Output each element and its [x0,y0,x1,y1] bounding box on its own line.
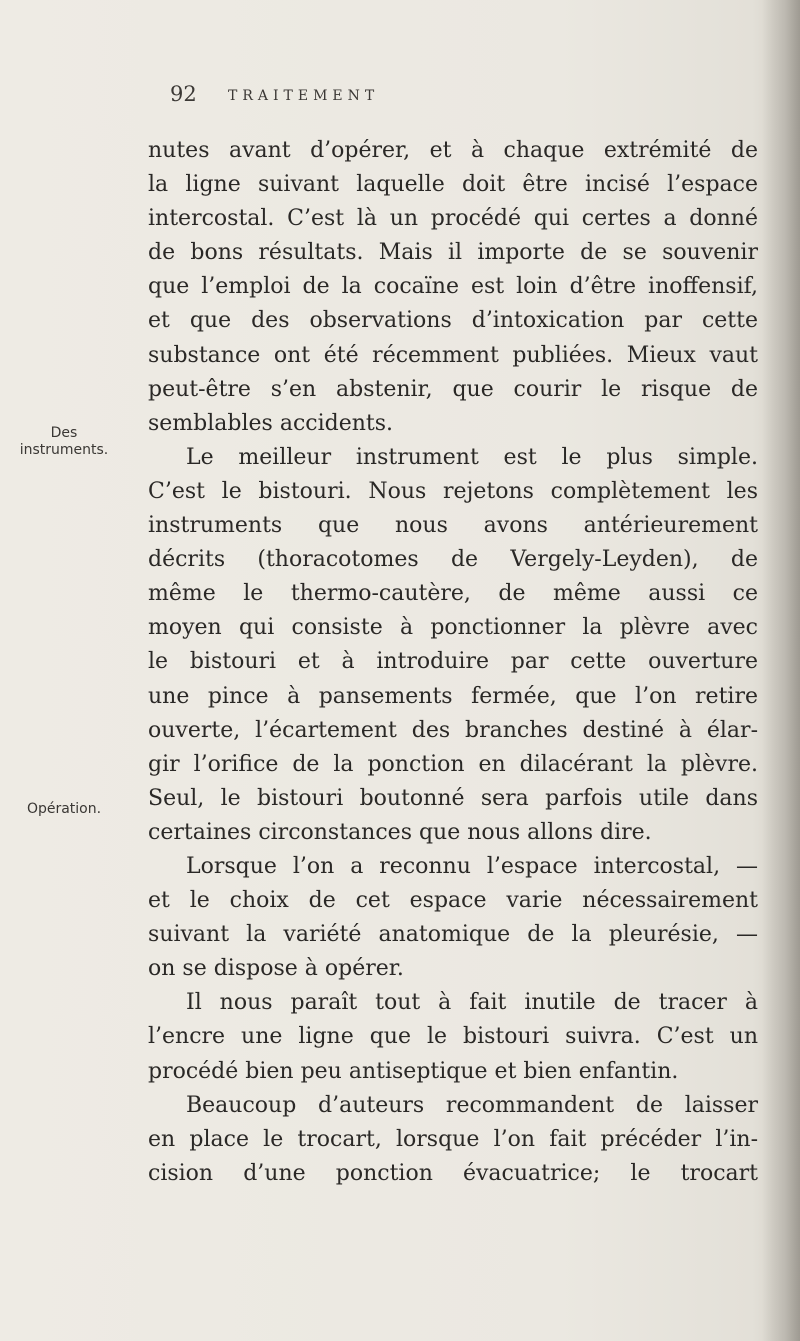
text-line: on se dispose à opérer. [148,956,404,982]
margin-note-line: Des [50,425,78,441]
margin-note-line: Opération. [26,801,102,817]
text-line: peut-être s’en abstenir, que courir le risque de [148,376,758,402]
text-line: la ligne suivant laquelle doit être incisé l’espace [148,172,758,198]
margin-note-line: instruments. [19,442,109,458]
text-line: décrits (thoracotomes de Vergely-Leyden), de [148,547,758,573]
text-line: que l’emploi de la cocaïne est loin d’être inoffensif, [148,274,758,300]
text-line: substance ont été récemment publiées. Mieux vaut [148,342,758,368]
text-line: le bistouri et à introduire par cette ouverture [148,649,758,675]
text-line: ouverte, l’écartement des branches destiné à élar- [148,717,758,743]
text-line: Il nous paraît tout à fait inutile de tracer à [186,990,758,1016]
text-line: Beaucoup d’auteurs recommandent de laisser [186,1092,758,1118]
text-line: instruments que nous avons antérieurement [148,513,758,539]
text-line: Lorsque l’on a reconnu l’espace intercostal, — [186,853,758,879]
running-title: TRAITEMENT [228,88,380,104]
text-line: et que des observations d’intoxication par cette [148,308,758,334]
page-number: 92 [170,82,197,106]
margin-note-operation [0,801,128,818]
page-edge-shadow [762,0,800,1341]
text-line: gir l’orifice de la ponction en dilacérant la plèvre. [148,751,758,777]
text-line: C’est le bistouri. Nous rejetons complètement les [148,478,758,504]
text-line: Seul, le bistouri boutonné sera parfois utile dans [148,785,758,811]
body-text [148,134,758,1191]
text-line: moyen qui consiste à ponctionner la plèvre avec [148,615,758,641]
text-line: nutes avant d’opérer, et à chaque extrémité de [148,138,758,163]
text-line: une pince à pansements fermée, que l’on retire [148,683,758,709]
text-line: et le choix de cet espace varie nécessairement [148,888,758,914]
text-line: cision d’une ponction évacuatrice; le trocart [148,1160,758,1186]
running-header [170,82,770,112]
text-line: suivant la variété anatomique de la pleurésie, — [148,922,758,948]
text-line: en place le trocart, lorsque l’on fait précéder l’in- [148,1126,758,1152]
text-line: procédé bien peu antiseptique et bien enfantin. [148,1058,679,1084]
text-line: intercostal. C’est là un procédé qui certes a donné [148,206,758,232]
margin-note-instruments [0,425,128,459]
text-line: même le thermo-cautère, de même aussi ce [148,581,758,607]
text-line: certaines circonstances que nous allons dire. [148,819,652,845]
text-line: l’encre une ligne que le bistouri suivra. C’est un [148,1024,758,1050]
text-line: de bons résultats. Mais il importe de se souvenir [148,240,758,266]
text-line: Le meilleur instrument est le plus simple. [186,444,758,470]
text-line: semblables accidents. [148,410,394,436]
